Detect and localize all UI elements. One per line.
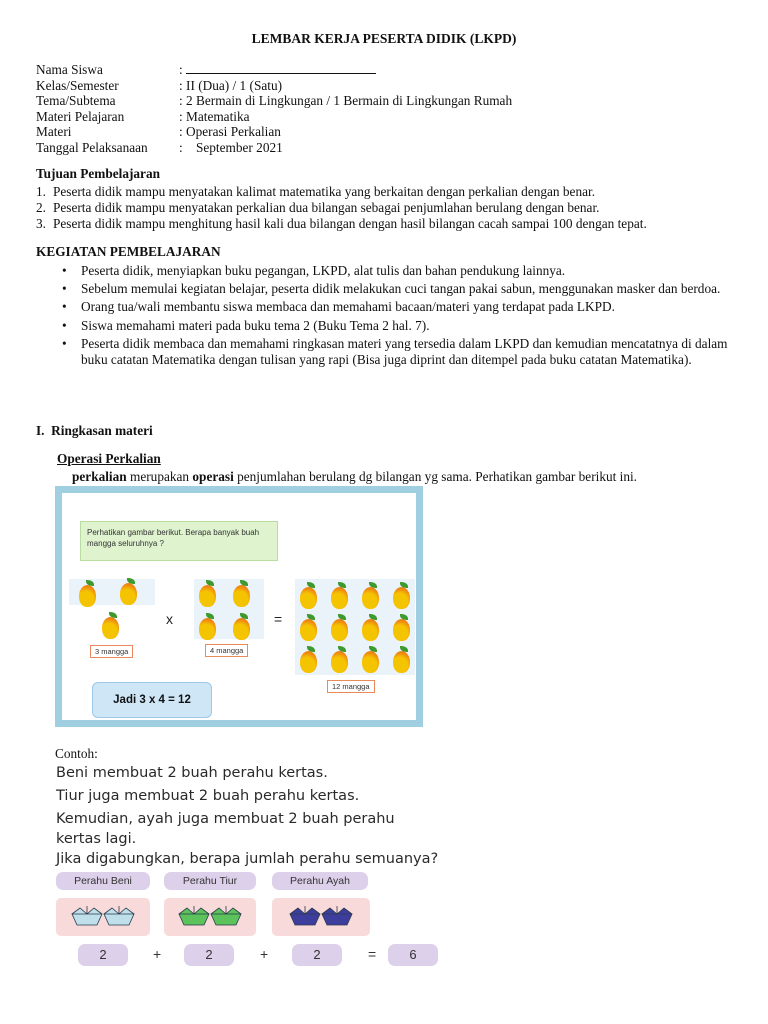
boat-box-ayah [272,898,370,936]
equals-symbol: = [274,611,283,627]
result-mango-tag: 12 mangga [327,680,375,693]
operasi-perkalian-subheading: Operasi Perkalian [57,451,161,466]
boat-box-tiur [164,898,256,936]
group-label-ayah: Perahu Ayah [272,872,368,890]
number-beni: 2 [78,944,128,966]
mango-icon [393,587,410,609]
mango-icon [362,619,379,641]
list-item: • Sebelum memulai kegiatan belajar, peserta didik melakukan cuci tangan pakai sabun, menggunakan masker dan berdoa. [62,281,742,297]
mango-icon [102,617,119,639]
tujuan-list [36,184,647,231]
info-row-class: Kelas/Semester : II (Dua) / 1 (Satu) [36,77,283,93]
mango-icon [233,585,250,607]
list-item: • Peserta didik, menyiapkan buku pegangan, LKPD, alat tulis dan bahan pendukung lainnya. [62,263,742,279]
plus-sign: + [260,946,269,962]
number-result: 6 [388,944,438,966]
kegiatan-list [62,263,742,370]
kegiatan-heading: KEGIATAN PEMBELAJARAN [36,244,221,259]
info-row-date: Tanggal Pelaksanaan : September 2021 [36,139,283,155]
page-title: LEMBAR KERJA PESERTA DIDIK (LKPD) [251,31,517,46]
mango-icon [199,618,216,640]
mango-icon [79,585,96,607]
mango-icon [393,619,410,641]
story-line: Beni membuat 2 buah perahu kertas. [56,765,328,781]
mango-icon [331,587,348,609]
story-line: kertas lagi. [56,831,137,847]
list-item: 2. Peserta didik mampu menyatakan perkalian dua bilangan sebagai penjumlahan berulang dengan benar. [36,199,600,215]
mango-icon [233,618,250,640]
mango-icon [331,619,348,641]
mango-icon [120,583,137,605]
paper-boat-icon [179,906,209,925]
list-item: 1. Peserta didik mampu menyatakan kalimat matematika yang berkaitan dengan perkalian dengan benar. [36,184,596,199]
mango-icon [300,587,317,609]
group-label-beni: Perahu Beni [56,872,150,890]
question-box: Perhatikan gambar berikut. Berapa banyak buah mangga seluruhnya ? [80,521,278,561]
mango-icon [331,651,348,673]
list-item: • Orang tua/wali membantu siswa membaca dan memahami bacaan/materi yang terdapat pada LKPD. [62,299,742,315]
equals-sign: = [368,946,377,962]
definition-text: perkalian merupakan operasi penjumlahan berulang dg bilangan yg sama. Perhatikan gambar berikut ini. [72,469,638,484]
mango-icon [199,585,216,607]
info-row-material: Materi : Operasi Perkalian [36,124,281,139]
left-mango-tag: 3 mangga [90,645,133,658]
name-blank-line[interactable] [186,62,376,74]
boats-ayah [272,898,370,936]
plus-sign: + [153,946,162,962]
boats-beni [56,898,150,936]
list-item: • Peserta didik membaca dan memahami ringkasan materi yang tersedia dalam LKPD dan kemudian mencatatnya di dalam buku catatan Matematika dengan tulisan yang rapi (Bisa juga diprint dan ditempel pada buku catatan Matematika). [62,336,742,368]
info-row-name: Nama Siswa : [36,62,512,78]
info-row-theme: Tema/Subtema : 2 Bermain di Lingkungan / 1 Bermain di Lingkungan Rumah [36,93,513,108]
paper-boat-icon [290,906,320,925]
number-tiur: 2 [184,944,234,966]
mango-icon [300,651,317,673]
conclusion-box: Jadi 3 x 4 = 12 [92,682,212,718]
middle-mango-tag: 4 mangga [205,644,248,657]
ringkasan-heading: I. Ringkasan materi [36,423,153,438]
student-info [36,62,512,155]
boat-box-beni [56,898,150,936]
group-label-tiur: Perahu Tiur [164,872,256,890]
number-ayah: 2 [292,944,342,966]
contoh-label: Contoh: [55,746,98,761]
tujuan-heading: Tujuan Pembelajaran [36,166,160,181]
times-symbol: x [166,611,173,627]
mango-icon [362,651,379,673]
paper-boat-icon [322,906,352,925]
mango-icon [362,587,379,609]
story-line: Tiur juga membuat 2 buah perahu kertas. [56,788,360,804]
story-line: Kemudian, ayah juga membuat 2 buah perahu [56,811,395,827]
paper-boat-icon [104,906,134,925]
list-item: • Siswa memahami materi pada buku tema 2 (Buku Tema 2 hal. 7). [62,318,742,334]
paper-boat-icon [72,906,102,925]
picture-panel [62,493,416,720]
boats-tiur [164,898,256,936]
paper-boat-icon [211,906,241,925]
mango-icon [393,651,410,673]
contoh-story [56,763,438,869]
mango-icon [300,619,317,641]
mango-multiplication-picture [55,486,423,727]
info-row-subject: Materi Pelajaran : Matematika [36,108,250,124]
story-line: Jika digabungkan, berapa jumlah perahu semuanya? [56,851,439,867]
list-item: 3. Peserta didik mampu menghitung hasil kali dua bilangan dengan hasil bilangan cacah sampai 100 dengan tepat. [36,215,647,231]
